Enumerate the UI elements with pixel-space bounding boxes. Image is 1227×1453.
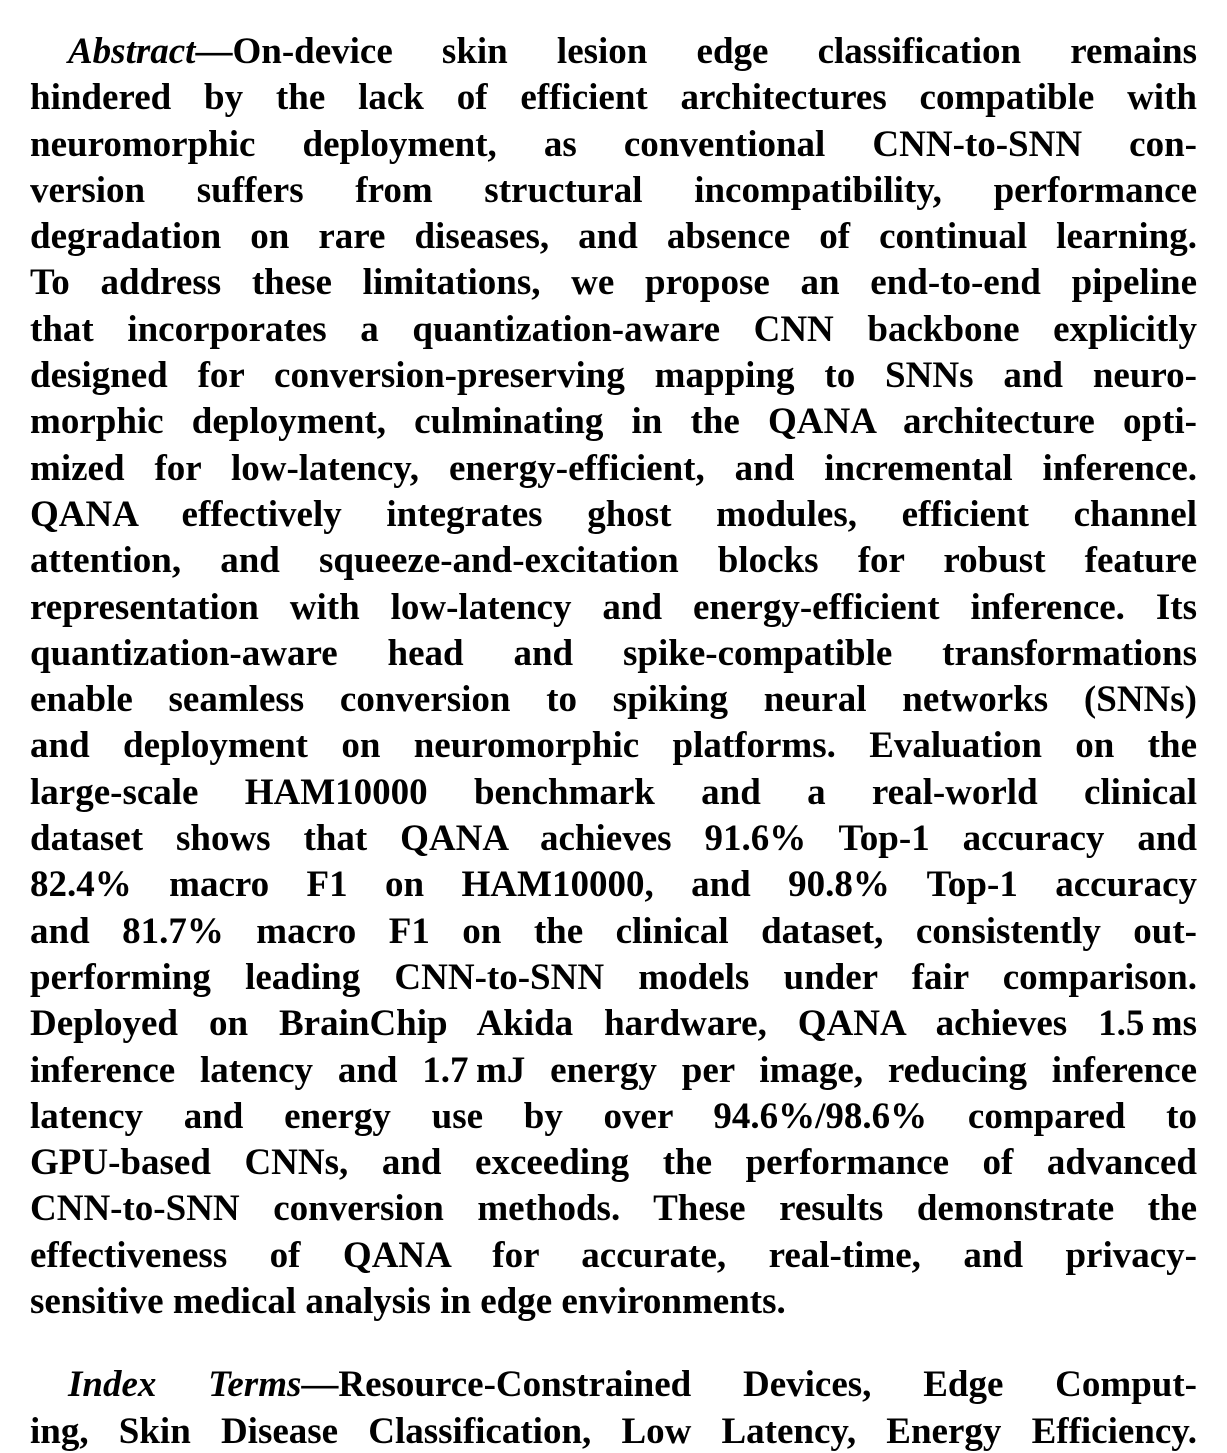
paragraph-index-terms (30, 1362, 1197, 1453)
text-line: hindered by the lack of efficient architectures compatible with (30, 77, 1197, 119)
text-line: neuromorphic deployment, as conventional CNN-to-SNN con- (30, 123, 1197, 165)
text-line: inference latency and 1.7 mJ energy per image, reducing inference (30, 1049, 1197, 1091)
index-terms-lead-label: Index Terms (68, 1364, 302, 1406)
text-line: designed for conversion-preserving mapping to SNNs and neuro- (30, 355, 1197, 397)
text-line: version suffers from structural incompatibility, performance (30, 169, 1197, 211)
text-line: enable seamless conversion to spiking neural networks (SNNs) (30, 679, 1197, 721)
text-line: attention, and squeeze-and-excitation blocks for robust feature (30, 540, 1197, 582)
text-line: ing, Skin Disease Classification, Low Latency, Energy Efficiency. (30, 1410, 1197, 1452)
text-line: Abstract—On-device skin lesion edge classification remains (68, 31, 1197, 72)
text-line: sensitive medical analysis in edge environments. (30, 1281, 786, 1323)
text-line: representation with low-latency and energy-efficient inference. Its (30, 586, 1197, 628)
abstract-lead-label: Abstract (68, 31, 196, 72)
text-line: GPU-based CNNs, and exceeding the performance of advanced (30, 1142, 1197, 1184)
text-line: quantization-aware head and spike-compatible transformations (30, 632, 1197, 674)
text-line: To address these limitations, we propose an end-to-end pipeline (30, 262, 1197, 304)
abstract-section (30, 29, 1197, 1453)
text-line: mized for low-latency, energy-efficient, and incremental inference. (30, 447, 1197, 489)
text-line: latency and energy use by over 94.6%/98.6% compared to (30, 1095, 1197, 1137)
text-line: CNN-to-SNN conversion methods. These results demonstrate the (30, 1188, 1197, 1230)
text-line: QANA effectively integrates ghost modules, efficient channel (30, 493, 1197, 535)
text-line: Deployed on BrainChip Akida hardware, QANA achieves 1.5 ms (30, 1003, 1197, 1045)
text-line: degradation on rare diseases, and absence of continual learning. (30, 216, 1197, 258)
text-line: Index Terms—Resource-Constrained Devices, Edge Comput- (68, 1364, 1197, 1406)
text-line: effectiveness of QANA for accurate, real-time, and privacy- (30, 1234, 1197, 1276)
text-line: and 81.7% macro F1 on the clinical dataset, consistently out- (30, 910, 1197, 952)
text-line: morphic deployment, culminating in the QANA architecture opti- (30, 401, 1197, 443)
text-line: large-scale HAM10000 benchmark and a real-world clinical (30, 771, 1197, 813)
text-line: 82.4% macro F1 on HAM10000, and 90.8% Top-1 accuracy (30, 864, 1197, 906)
paragraph-abstract (30, 29, 1197, 1325)
text-line: dataset shows that QANA achieves 91.6% Top-1 accuracy and (30, 818, 1197, 860)
text-line: performing leading CNN-to-SNN models under fair comparison. (30, 956, 1197, 998)
text-line: that incorporates a quantization-aware CNN backbone explicitly (30, 308, 1197, 350)
text-line: and deployment on neuromorphic platforms. Evaluation on the (30, 725, 1197, 767)
